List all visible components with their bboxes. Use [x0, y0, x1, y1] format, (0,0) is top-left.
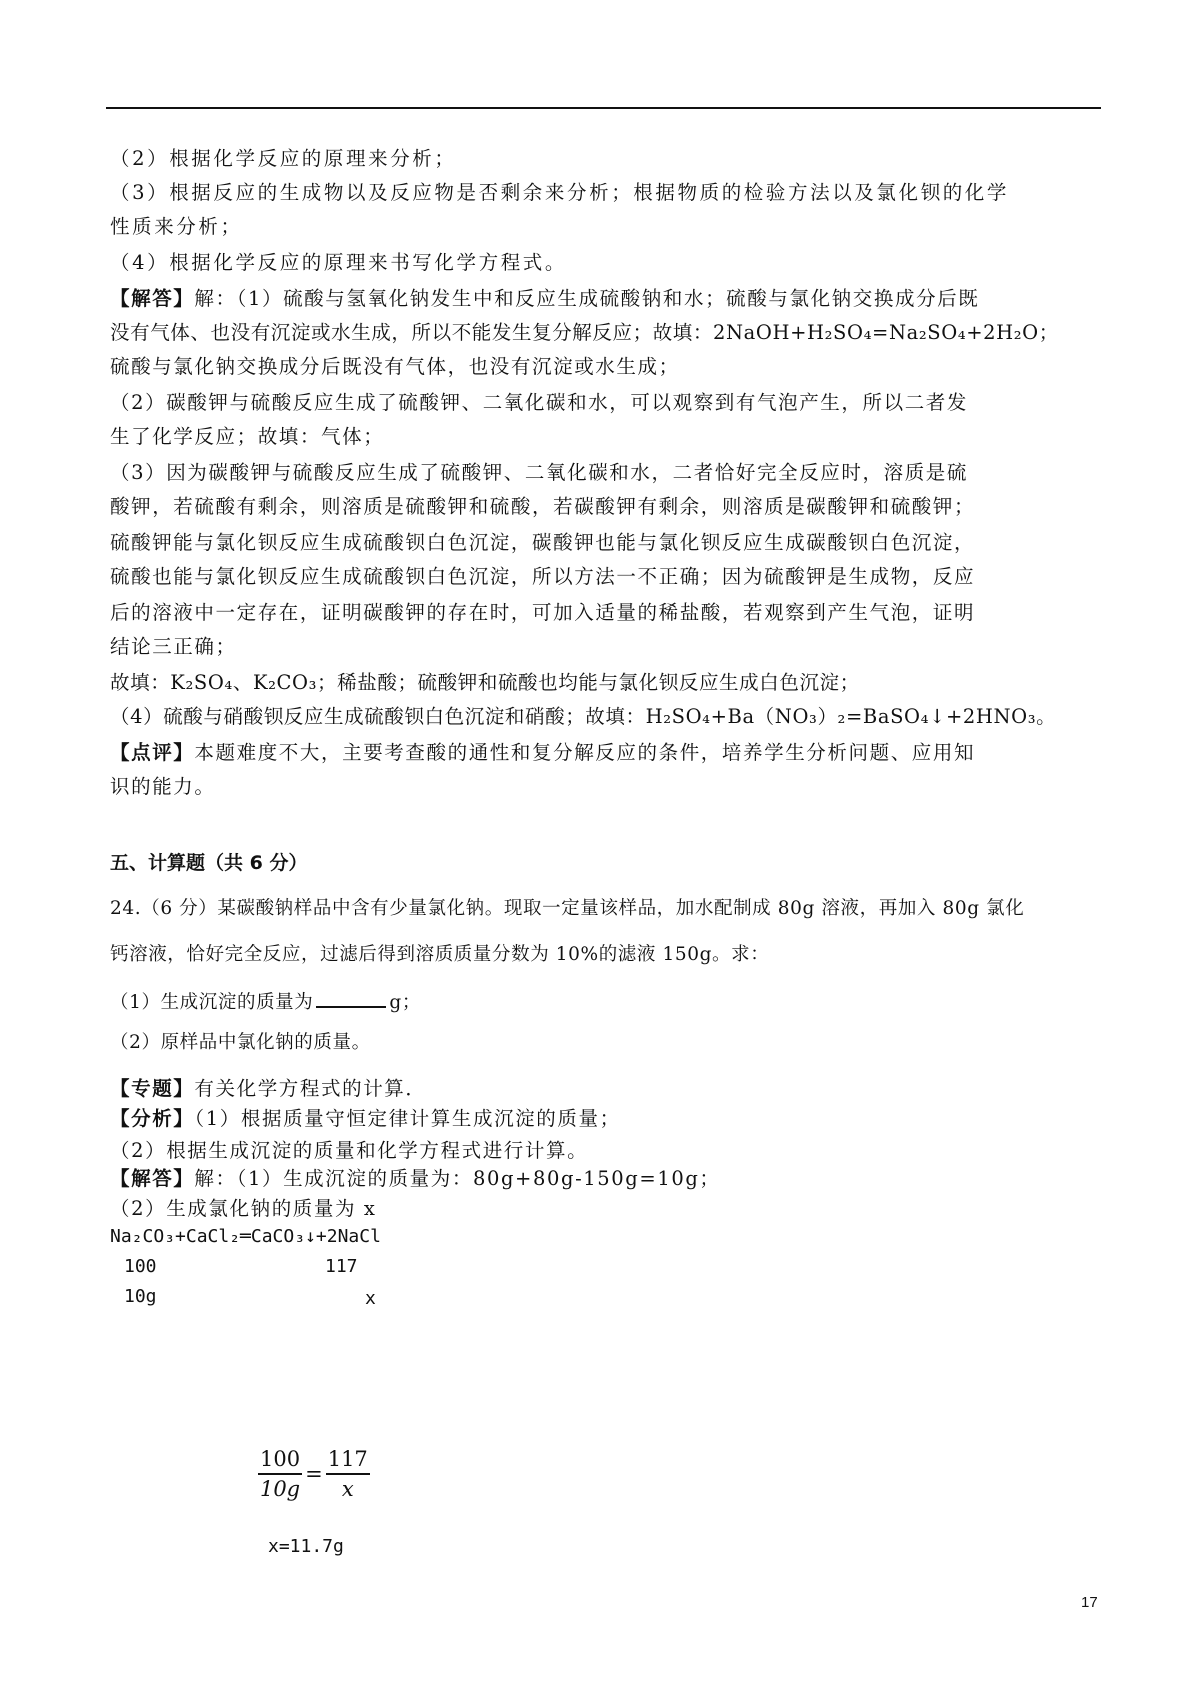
answer-tag: 【解答】: [110, 287, 195, 310]
section-title: 五、计算题（共 6 分）: [110, 852, 308, 874]
answer-line: 硫酸钾能与氯化钡反应生成硫酸钡白色沉淀，碳酸钾也能与氯化钡反应生成碳酸钡白色沉淀，: [110, 531, 976, 554]
page-number: 17: [1081, 1594, 1098, 1611]
fraction-left-numerator: 100: [258, 1447, 302, 1475]
analysis-line-2: （2）根据化学反应的原理来分析；: [110, 147, 457, 170]
answer-line: 结论三正确；: [110, 635, 237, 658]
solution-line-1: [110, 1166, 721, 1192]
unknown-x: x: [365, 1288, 376, 1309]
answer-text: 解：（1）硫酸与氢氧化钠发生中和反应生成硫酸钠和水；硫酸与氯化钠交换成分后既: [194, 287, 980, 310]
answer-line: 硫酸也能与氯化钡反应生成硫酸钡白色沉淀，所以方法一不正确；因为硫酸钾是生成物，反应: [110, 565, 976, 588]
fraction-right-denominator: x: [341, 1477, 354, 1501]
comment-text: 本题难度不大，主要考查酸的通性和复分解反应的条件，培养学生分析问题、应用知: [194, 741, 976, 764]
comment-line: 识的能力。: [110, 775, 216, 798]
question-sub-1: [110, 986, 421, 1016]
question-sub-1-prefix: （1）生成沉淀的质量为: [110, 992, 314, 1013]
answer-line: 后的溶液中一定存在，证明碳酸钾的存在时，可加入适量的稀盐酸，若观察到产生气泡，证明: [110, 601, 976, 624]
equals-sign: =: [305, 1462, 323, 1486]
answer-blank: [316, 986, 386, 1008]
header-rule: [106, 107, 1101, 109]
comment-tag: 【点评】: [110, 741, 195, 764]
answer-line: 没有气体、也没有沉淀或水生成，所以不能发生复分解反应；故填：2NaOH+H₂SO₄=Na₂SO₄+2H₂O；: [110, 321, 1059, 344]
answer-line: （4）硫酸与硝酸钡反应生成硫酸钡白色沉淀和硝酸；故填：H₂SO₄+Ba（NO₃）₂=BaSO₄↓+2HNO₃。: [110, 705, 1057, 728]
analysis-line-3-cont: 性质来分析；: [110, 215, 243, 238]
analysis2-line-1: [110, 1106, 621, 1132]
molar-mass-left: 100: [124, 1256, 157, 1277]
answer-line: 硫酸与氯化钠交换成分后既没有气体，也没有沉淀或水生成；: [110, 355, 680, 378]
analysis2-tag: 【分析】: [110, 1107, 195, 1130]
molar-mass-right: 117: [325, 1256, 358, 1277]
solution-text: 解：（1）生成沉淀的质量为：80g+80g-150g=10g；: [194, 1167, 721, 1190]
fraction-left: [258, 1447, 302, 1501]
answer-line: [110, 286, 979, 312]
comment-line: [110, 740, 975, 766]
analysis2-text: （1）根据质量守恒定律计算生成沉淀的质量；: [194, 1107, 621, 1130]
fraction-right: [326, 1447, 370, 1501]
analysis-line-3: （3）根据反应的生成物以及反应物是否剩余来分析；根据物质的检验方法以及氯化钡的化学: [110, 181, 1010, 204]
fraction-left-denominator: 10g: [259, 1477, 301, 1501]
topic-text: 有关化学方程式的计算．: [194, 1077, 427, 1100]
question-sub-2: （2）原样品中氯化钠的质量。: [110, 1032, 371, 1053]
topic-line: [110, 1076, 427, 1102]
answer-line: （3）因为碳酸钾与硫酸反应生成了硫酸钾、二氧化碳和水，二者恰好完全反应时，溶质是硫: [110, 461, 969, 484]
fraction-right-numerator: 117: [326, 1447, 370, 1475]
solution-line-2: （2）生成氯化钠的质量为 x: [110, 1197, 377, 1220]
answer-line: 酸钾，若硫酸有剩余，则溶质是硫酸钾和硫酸，若碳酸钾有剩余，则溶质是碳酸钾和硫酸钾；: [110, 495, 976, 518]
answer-line: （2）碳酸钾与硫酸反应生成了硫酸钾、二氧化碳和水，可以观察到有气泡产生，所以二者发: [110, 391, 969, 414]
solution-tag: 【解答】: [110, 1167, 195, 1190]
answer-line: 故填：K₂SO₄、K₂CO₃；稀盐酸；硫酸钾和硫酸也均能与氯化钡反应生成白色沉淀；: [110, 671, 860, 694]
result: x=11.7g: [268, 1536, 344, 1557]
given-mass-left: 10g: [124, 1286, 157, 1307]
proportion-equation: [258, 1447, 370, 1501]
question-sub-1-suffix: g；: [389, 992, 421, 1013]
answer-line: 生了化学反应；故填：气体；: [110, 425, 385, 448]
analysis-line-4: （4）根据化学反应的原理来书写化学方程式。: [110, 251, 568, 274]
analysis2-line-2: （2）根据生成沉淀的质量和化学方程式进行计算。: [110, 1139, 589, 1162]
topic-tag: 【专题】: [110, 1077, 195, 1100]
chemical-equation: Na₂CO₃+CaCl₂═CaCO₃↓+2NaCl: [110, 1226, 381, 1247]
question-line-1: 24.（6 分）某碳酸钠样品中含有少量氯化钠。现取一定量该样品，加水配制成 80g 溶液，再加入 80g 氯化: [110, 898, 1025, 919]
question-line-2: 钙溶液，恰好完全反应，过滤后得到溶质质量分数为 10%的滤液 150g。求：: [110, 944, 770, 965]
